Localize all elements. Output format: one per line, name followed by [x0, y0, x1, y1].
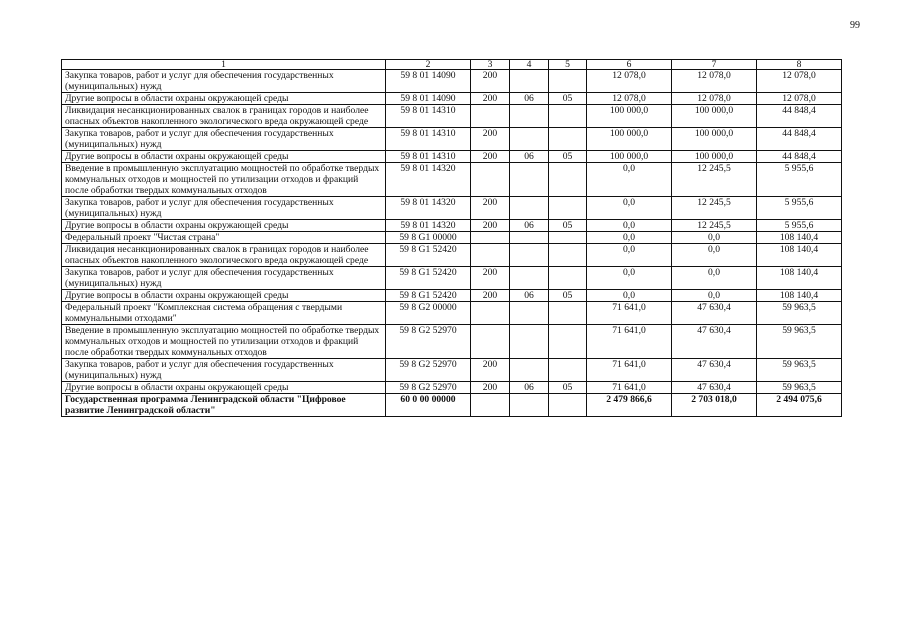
row-name-cell: Введение в промышленную эксплуатацию мощностей по обработке твердых коммунальных отходов и мощностей по утилизации отходов и фракций после обработки твердых коммунальных отходов: [62, 325, 386, 359]
row-value-2019-cell: 71 641,0: [587, 302, 672, 325]
row-value-2021-cell: 44 848,4: [757, 105, 842, 128]
row-subsection-cell: [549, 244, 587, 267]
row-code-cell: 59 8 01 14320: [386, 163, 471, 197]
row-value-2020-cell: 12 245,5: [672, 197, 757, 220]
budget-table: [61, 59, 842, 417]
row-section-cell: [510, 359, 549, 382]
row-value-2020-cell: 12 245,5: [672, 163, 757, 197]
header-cell-2: 2: [386, 60, 471, 70]
row-section-cell: [510, 267, 549, 290]
row-section-cell: [510, 163, 549, 197]
row-value-2021-cell: 44 848,4: [757, 128, 842, 151]
row-section-cell: 06: [510, 382, 549, 394]
row-subsection-cell: [549, 359, 587, 382]
row-name-cell: Федеральный проект "Комплексная система обращения с твердыми коммунальными отходами": [62, 302, 386, 325]
header-cell-8: 8: [757, 60, 842, 70]
table-row: [62, 232, 842, 244]
table-row: [62, 163, 842, 197]
row-value-2019-cell: 100 000,0: [587, 128, 672, 151]
row-value-2020-cell: 0,0: [672, 244, 757, 267]
row-subsection-cell: [549, 325, 587, 359]
row-type-cell: [471, 105, 510, 128]
header-cell-1: 1: [62, 60, 386, 70]
row-value-2019-cell: 2 479 866,6: [587, 394, 672, 417]
row-value-2019-cell: 71 641,0: [587, 382, 672, 394]
row-code-cell: 59 8 01 14090: [386, 93, 471, 105]
table-row: [62, 267, 842, 290]
row-subsection-cell: [549, 232, 587, 244]
row-value-2020-cell: 12 078,0: [672, 93, 757, 105]
row-name-cell: Другие вопросы в области охраны окружающей среды: [62, 220, 386, 232]
row-name-cell: Закупка товаров, работ и услуг для обеспечения государственных (муниципальных) нужд: [62, 70, 386, 93]
row-name-cell: Закупка товаров, работ и услуг для обеспечения государственных (муниципальных) нужд: [62, 267, 386, 290]
row-name-cell: Федеральный проект "Чистая страна": [62, 232, 386, 244]
row-subsection-cell: [549, 197, 587, 220]
row-value-2020-cell: 47 630,4: [672, 359, 757, 382]
header-cell-6: 6: [587, 60, 672, 70]
row-section-cell: 06: [510, 93, 549, 105]
row-value-2021-cell: 2 494 075,6: [757, 394, 842, 417]
row-subsection-cell: [549, 394, 587, 417]
row-name-cell: Государственная программа Ленинградской области "Цифровое развитие Ленинградской области": [62, 394, 386, 417]
row-name-cell: Другие вопросы в области охраны окружающей среды: [62, 151, 386, 163]
row-type-cell: [471, 163, 510, 197]
row-value-2019-cell: 0,0: [587, 163, 672, 197]
row-section-cell: [510, 197, 549, 220]
row-type-cell: [471, 394, 510, 417]
row-value-2020-cell: 47 630,4: [672, 302, 757, 325]
table-row: [62, 382, 842, 394]
header-cell-7: 7: [672, 60, 757, 70]
table-row: [62, 197, 842, 220]
row-value-2021-cell: 59 963,5: [757, 382, 842, 394]
row-value-2019-cell: 71 641,0: [587, 325, 672, 359]
row-subsection-cell: [549, 105, 587, 128]
table-row: [62, 70, 842, 93]
table-row: [62, 128, 842, 151]
table-row: [62, 302, 842, 325]
row-value-2021-cell: 59 963,5: [757, 359, 842, 382]
row-section-cell: [510, 325, 549, 359]
row-code-cell: 59 8 01 14320: [386, 197, 471, 220]
row-value-2020-cell: 100 000,0: [672, 128, 757, 151]
row-section-cell: [510, 394, 549, 417]
row-type-cell: 200: [471, 220, 510, 232]
row-value-2020-cell: 47 630,4: [672, 382, 757, 394]
header-row: [62, 60, 842, 70]
row-subsection-cell: [549, 267, 587, 290]
row-code-cell: 59 8 01 14090: [386, 70, 471, 93]
row-value-2021-cell: 108 140,4: [757, 232, 842, 244]
table-row: [62, 244, 842, 267]
row-section-cell: 06: [510, 151, 549, 163]
row-value-2019-cell: 100 000,0: [587, 151, 672, 163]
row-value-2020-cell: 100 000,0: [672, 151, 757, 163]
row-code-cell: 59 8 G1 52420: [386, 244, 471, 267]
row-section-cell: [510, 302, 549, 325]
row-value-2019-cell: 12 078,0: [587, 70, 672, 93]
row-type-cell: 200: [471, 70, 510, 93]
row-value-2021-cell: 12 078,0: [757, 70, 842, 93]
row-code-cell: 60 0 00 00000: [386, 394, 471, 417]
page-number: 99: [850, 20, 860, 31]
table-total-row: [62, 394, 842, 417]
row-type-cell: 200: [471, 197, 510, 220]
row-value-2019-cell: 100 000,0: [587, 105, 672, 128]
row-section-cell: [510, 105, 549, 128]
row-type-cell: [471, 325, 510, 359]
row-value-2020-cell: 2 703 018,0: [672, 394, 757, 417]
row-type-cell: 200: [471, 93, 510, 105]
header-cell-4: 4: [510, 60, 549, 70]
row-code-cell: 59 8 G2 52970: [386, 382, 471, 394]
row-code-cell: 59 8 01 14310: [386, 151, 471, 163]
row-value-2019-cell: 0,0: [587, 232, 672, 244]
row-section-cell: 06: [510, 220, 549, 232]
row-code-cell: 59 8 G2 52970: [386, 359, 471, 382]
row-section-cell: [510, 244, 549, 267]
row-value-2020-cell: 12 078,0: [672, 70, 757, 93]
row-value-2020-cell: 12 245,5: [672, 220, 757, 232]
row-type-cell: 200: [471, 290, 510, 302]
row-name-cell: Закупка товаров, работ и услуг для обеспечения государственных (муниципальных) нужд: [62, 359, 386, 382]
row-value-2019-cell: 0,0: [587, 220, 672, 232]
row-code-cell: 59 8 G2 52970: [386, 325, 471, 359]
row-value-2020-cell: 0,0: [672, 290, 757, 302]
row-value-2019-cell: 0,0: [587, 267, 672, 290]
row-value-2021-cell: 59 963,5: [757, 302, 842, 325]
table-row: [62, 93, 842, 105]
row-subsection-cell: 05: [549, 382, 587, 394]
row-name-cell: Другие вопросы в области охраны окружающей среды: [62, 93, 386, 105]
row-code-cell: 59 8 01 14310: [386, 128, 471, 151]
row-value-2020-cell: 47 630,4: [672, 325, 757, 359]
row-value-2019-cell: 0,0: [587, 244, 672, 267]
row-value-2019-cell: 12 078,0: [587, 93, 672, 105]
row-value-2019-cell: 71 641,0: [587, 359, 672, 382]
row-subsection-cell: [549, 302, 587, 325]
table-body: [62, 70, 842, 417]
row-value-2021-cell: 5 955,6: [757, 220, 842, 232]
table-row: [62, 290, 842, 302]
row-value-2019-cell: 0,0: [587, 290, 672, 302]
row-value-2020-cell: 0,0: [672, 232, 757, 244]
header-cell-3: 3: [471, 60, 510, 70]
row-type-cell: 200: [471, 382, 510, 394]
row-value-2020-cell: 0,0: [672, 267, 757, 290]
row-name-cell: Ликвидация несанкционированных свалок в границах городов и наиболее опасных объектов накопленного экологического вреда окружающей среде: [62, 244, 386, 267]
row-section-cell: [510, 70, 549, 93]
row-value-2021-cell: 108 140,4: [757, 244, 842, 267]
row-subsection-cell: 05: [549, 151, 587, 163]
row-section-cell: [510, 232, 549, 244]
row-type-cell: 200: [471, 151, 510, 163]
row-value-2021-cell: 108 140,4: [757, 290, 842, 302]
row-type-cell: 200: [471, 359, 510, 382]
row-code-cell: 59 8 G1 52420: [386, 290, 471, 302]
row-subsection-cell: [549, 163, 587, 197]
row-name-cell: Закупка товаров, работ и услуг для обеспечения государственных (муниципальных) нужд: [62, 197, 386, 220]
row-value-2021-cell: 108 140,4: [757, 267, 842, 290]
row-subsection-cell: 05: [549, 93, 587, 105]
table-row: [62, 220, 842, 232]
row-section-cell: [510, 128, 549, 151]
header-cell-5: 5: [549, 60, 587, 70]
row-subsection-cell: 05: [549, 220, 587, 232]
table-row: [62, 151, 842, 163]
row-value-2021-cell: 59 963,5: [757, 325, 842, 359]
row-type-cell: [471, 302, 510, 325]
row-code-cell: 59 8 01 14310: [386, 105, 471, 128]
row-value-2021-cell: 12 078,0: [757, 93, 842, 105]
row-subsection-cell: 05: [549, 290, 587, 302]
row-name-cell: Введение в промышленную эксплуатацию мощностей по обработке твердых коммунальных отходов и мощностей по утилизации отходов и фракций после обработки твердых коммунальных отходов: [62, 163, 386, 197]
row-value-2020-cell: 100 000,0: [672, 105, 757, 128]
table-row: [62, 359, 842, 382]
row-subsection-cell: [549, 70, 587, 93]
row-section-cell: 06: [510, 290, 549, 302]
row-code-cell: 59 8 G2 00000: [386, 302, 471, 325]
row-name-cell: Закупка товаров, работ и услуг для обеспечения государственных (муниципальных) нужд: [62, 128, 386, 151]
row-value-2021-cell: 44 848,4: [757, 151, 842, 163]
row-value-2019-cell: 0,0: [587, 197, 672, 220]
row-value-2021-cell: 5 955,6: [757, 197, 842, 220]
row-code-cell: 59 8 G1 52420: [386, 267, 471, 290]
row-type-cell: [471, 232, 510, 244]
row-value-2021-cell: 5 955,6: [757, 163, 842, 197]
row-name-cell: Другие вопросы в области охраны окружающей среды: [62, 290, 386, 302]
row-type-cell: 200: [471, 267, 510, 290]
row-subsection-cell: [549, 128, 587, 151]
row-name-cell: Ликвидация несанкционированных свалок в границах городов и наиболее опасных объектов накопленного экологического вреда окружающей среде: [62, 105, 386, 128]
row-name-cell: Другие вопросы в области охраны окружающей среды: [62, 382, 386, 394]
row-type-cell: [471, 244, 510, 267]
row-type-cell: 200: [471, 128, 510, 151]
table-row: [62, 325, 842, 359]
table-row: [62, 105, 842, 128]
row-code-cell: 59 8 01 14320: [386, 220, 471, 232]
row-code-cell: 59 8 G1 00000: [386, 232, 471, 244]
